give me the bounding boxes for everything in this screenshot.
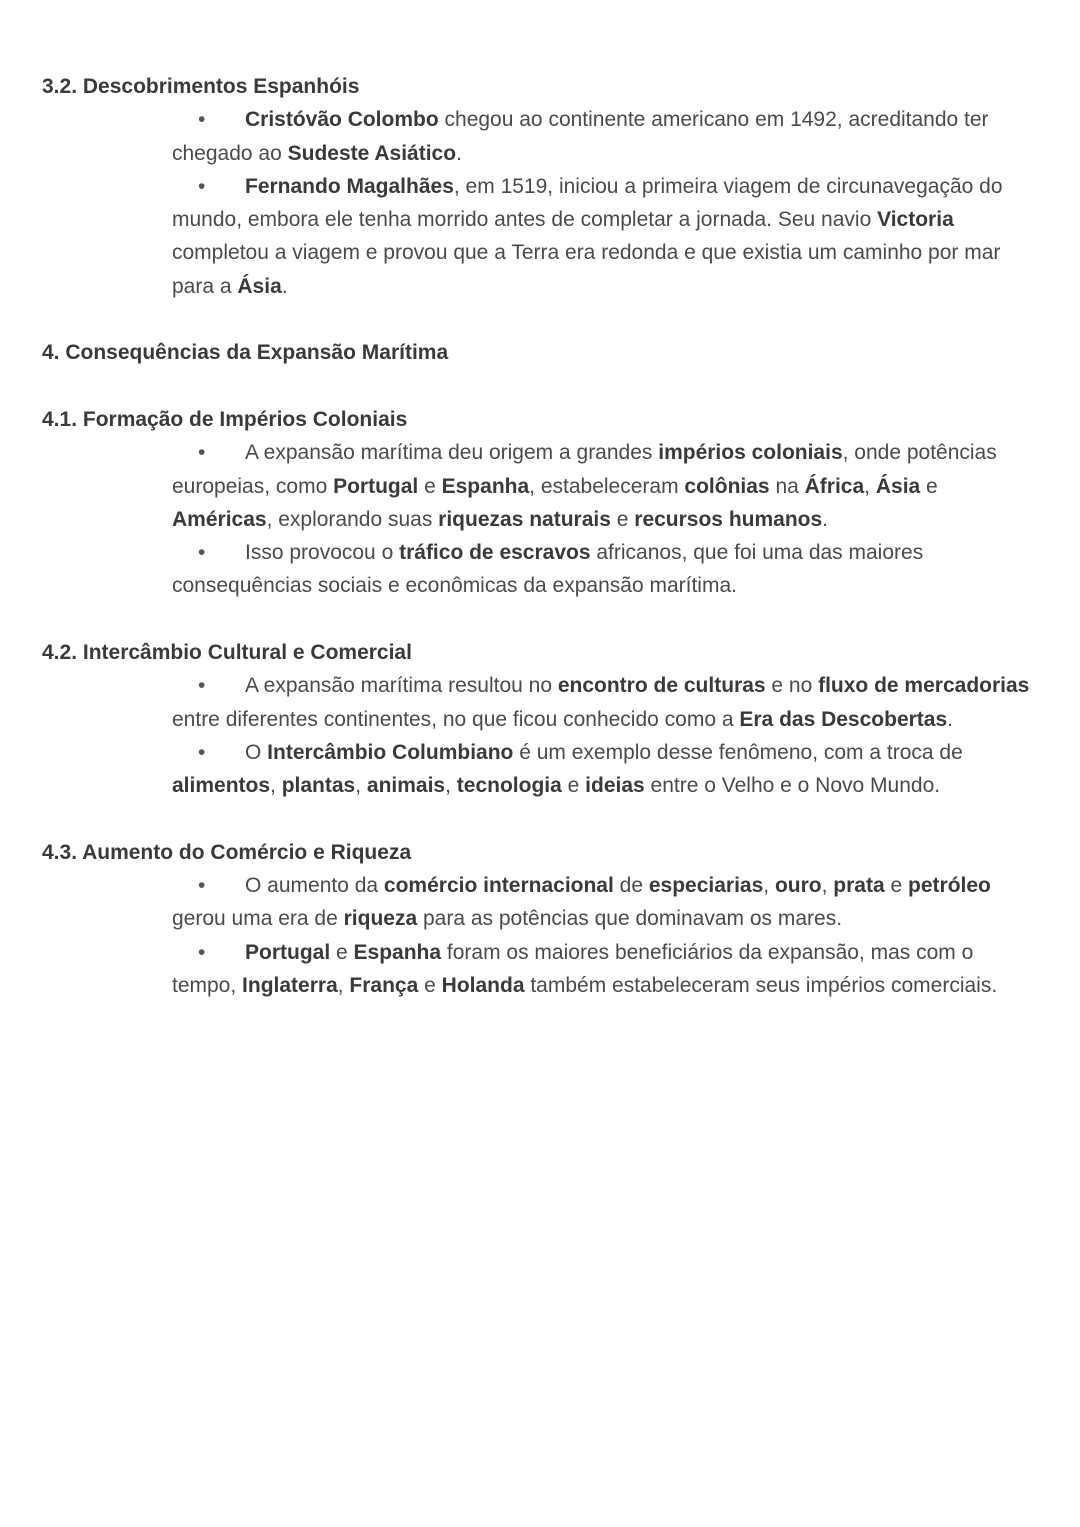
bold-text: riqueza <box>343 907 418 931</box>
bold-text: riquezas naturais <box>438 507 611 531</box>
bullet-item <box>172 103 1040 170</box>
text: é um exemplo desse fenômeno, com a troca de <box>513 740 963 764</box>
bold-text: petróleo <box>908 874 991 898</box>
bold-text: alimentos <box>172 774 271 798</box>
section-heading: 4.3. Aumento do Comércio e Riqueza <box>42 840 412 864</box>
bold-text: Espanha <box>441 474 530 498</box>
text: , <box>355 774 367 798</box>
bold-text: Holanda <box>441 974 525 998</box>
text: entre diferentes continentes, no que ficou conhecido como a <box>172 707 740 731</box>
text: também estabeleceram seus impérios comerciais. <box>524 974 998 998</box>
text: africanos, que foi uma das maiores consequências sociais e econômicas da expansão marítima. <box>172 541 924 598</box>
bullet-item <box>172 536 1040 603</box>
bold-text: fluxo de mercadorias <box>818 674 1030 698</box>
section <box>42 70 1042 303</box>
text: , <box>337 974 350 998</box>
text: , <box>864 474 876 498</box>
bullet-item <box>172 170 1040 303</box>
bold-text: especiarias <box>648 874 764 898</box>
bold-text: França <box>349 974 419 998</box>
bold-text: ouro <box>774 874 822 898</box>
bold-text: Portugal <box>245 940 331 964</box>
bold-text: plantas <box>281 774 356 798</box>
bold-text: comércio internacional <box>383 874 614 898</box>
text: , <box>763 874 775 898</box>
text: , onde potências europeias, como <box>172 441 997 498</box>
text: completou a viagem e provou que a Terra era redonda e que existia um caminho por mar para a <box>172 241 1001 298</box>
section <box>42 336 1042 369</box>
text: , <box>270 774 282 798</box>
bold-text: animais <box>366 774 446 798</box>
bold-text: tecnologia <box>456 774 562 798</box>
bullet-icon: • <box>198 674 206 698</box>
bold-text: Ásia <box>875 474 921 498</box>
text: , <box>821 874 834 898</box>
bold-text: Cristóvão Colombo <box>245 108 439 132</box>
text: e <box>610 507 635 531</box>
text: entre o Velho e o Novo Mundo. <box>644 774 941 798</box>
text: A expansão marítima deu origem a grandes <box>245 441 659 465</box>
section-heading: 4.1. Formação de Impérios Coloniais <box>42 407 408 431</box>
text: na <box>769 474 805 498</box>
section-heading: 4. Consequências da Expansão Marítima <box>42 341 449 365</box>
bold-text: ideias <box>585 774 645 798</box>
text: O aumento da <box>245 874 384 898</box>
bullet-icon: • <box>198 174 206 198</box>
text: , explorando suas <box>266 507 439 531</box>
bullet-icon: • <box>198 874 206 898</box>
text: chegou ao continente americano em 1492, acreditando ter chegado ao <box>172 108 989 165</box>
bullet-icon: • <box>198 541 206 565</box>
bullet-icon: • <box>198 940 206 964</box>
text: e <box>920 474 938 498</box>
text: e <box>561 774 586 798</box>
text: . <box>281 274 288 298</box>
text: e no <box>765 674 819 698</box>
bullet-item <box>172 936 1040 1003</box>
text: , <box>445 774 457 798</box>
bold-text: Victoria <box>877 208 954 232</box>
bold-text: Era das Descobertas <box>739 707 948 731</box>
bold-text: impérios coloniais <box>658 441 843 465</box>
text: . <box>947 707 953 731</box>
section-heading: 3.2. Descobrimentos Espanhóis <box>42 75 360 98</box>
text: foram os maiores beneficiários da expansão, mas com o tempo, <box>172 940 974 998</box>
bold-text: prata <box>833 874 885 898</box>
bullet-icon: • <box>198 740 206 764</box>
section <box>42 836 1042 1002</box>
text: . <box>822 507 829 531</box>
section <box>42 636 1042 802</box>
section <box>42 403 1042 603</box>
text: e <box>418 974 442 998</box>
bold-text: Fernando Magalhães <box>245 174 454 198</box>
text: e <box>418 474 442 498</box>
bold-text: África <box>804 474 865 498</box>
bullet-item <box>172 669 1040 736</box>
bold-text: Sudeste Asiático <box>287 141 457 165</box>
text: e <box>330 940 354 964</box>
bullet-item <box>172 869 1040 936</box>
document-body <box>42 70 1042 1036</box>
bold-text: Portugal <box>333 474 419 498</box>
bullet-item <box>172 436 1040 536</box>
text: , em 1519, iniciou a primeira viagem de circunavegação do mundo, embora ele tenha morrido antes de completar a jornada. Seu navio <box>172 174 1003 232</box>
text: , estabeleceram <box>529 474 685 498</box>
bold-text: tráfico de escravos <box>399 541 591 565</box>
text: e <box>884 874 909 898</box>
bold-text: colônias <box>684 474 770 498</box>
text: . <box>456 141 462 165</box>
bold-text: Américas <box>172 507 267 531</box>
bold-text: Espanha <box>353 940 442 964</box>
bullet-item <box>172 736 1040 803</box>
bullet-icon: • <box>198 108 206 132</box>
bold-text: Intercâmbio Columbiano <box>267 740 514 764</box>
text: de <box>613 874 649 898</box>
text: Isso provocou o <box>245 541 400 565</box>
bold-text: Inglaterra <box>242 974 338 998</box>
section-heading: 4.2. Intercâmbio Cultural e Comercial <box>42 641 412 665</box>
bullet-icon: • <box>198 441 206 465</box>
text: gerou uma era de <box>172 907 344 931</box>
text: O <box>245 740 268 764</box>
text: A expansão marítima resultou no <box>245 674 558 698</box>
text: para as potências que dominavam os mares. <box>417 907 843 931</box>
bold-text: recursos humanos <box>634 507 823 531</box>
bold-text: encontro de culturas <box>557 674 766 698</box>
bold-text: Ásia <box>237 274 282 298</box>
